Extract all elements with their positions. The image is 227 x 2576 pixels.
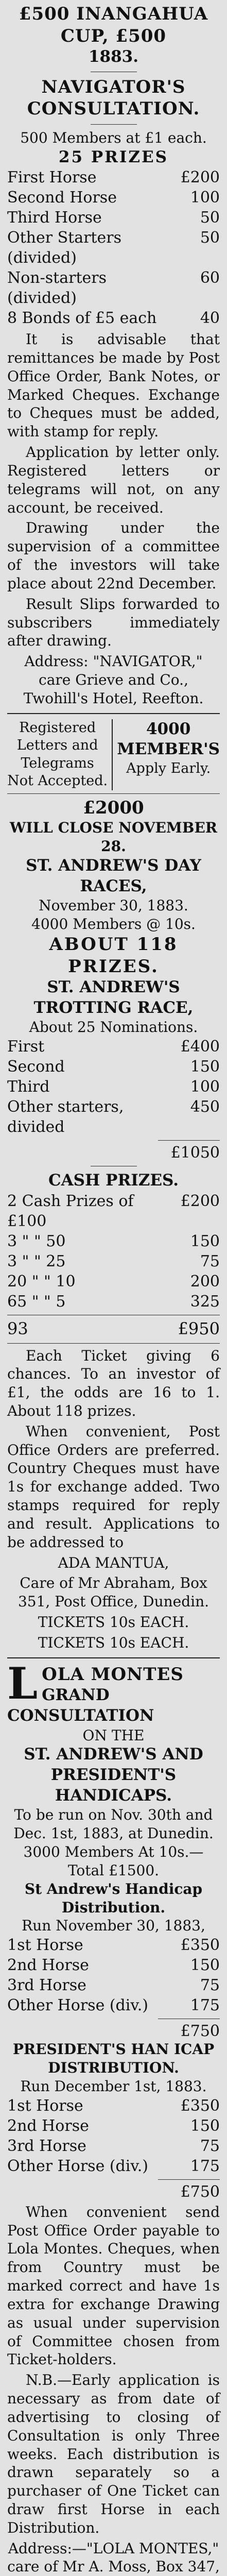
drop-cap: L bbox=[7, 1657, 38, 1709]
prize-label: Other Horse (div.) bbox=[7, 2157, 148, 2175]
prize-label: 8 Bonds of £5 each bbox=[7, 309, 157, 328]
handicaps-title: ST. ANDREW'S AND PRESIDENT'S HANDICAPS. bbox=[24, 1745, 203, 1805]
cash-value: 325 bbox=[190, 1292, 220, 1311]
prize-row bbox=[7, 208, 220, 228]
prize-row bbox=[7, 1995, 220, 2015]
cash-label: 3 " " 50 bbox=[7, 1232, 66, 1250]
run-info: To be run on Nov. 30th and Dec. 1st, 1883, at Dunedin. bbox=[13, 1806, 214, 1842]
distribution-heading: St Andrew's Handicap Distribution. bbox=[24, 1880, 203, 1916]
paragraph: Drawing under the supervision of a committee of the investors will take place about 22nd December. bbox=[7, 519, 220, 592]
presidents-heading: PRESIDENT'S HAN ICAP DISTRIBUTION. bbox=[12, 2041, 215, 2077]
prize-value: 450 bbox=[190, 1098, 220, 1116]
prize-value: £200 bbox=[180, 168, 220, 187]
prize-row bbox=[7, 1037, 220, 1057]
apply-early: Apply Early. bbox=[126, 760, 211, 777]
prize-label: 2nd Horse bbox=[7, 1956, 89, 1975]
cash-label: 2 Cash Prizes of £100 bbox=[7, 1192, 134, 1230]
ad-year: 1883. bbox=[88, 47, 139, 66]
prize-row bbox=[7, 188, 220, 208]
prize-label: First Horse bbox=[7, 168, 97, 187]
cash-value: £200 bbox=[180, 1192, 220, 1210]
prize-label: Second Horse bbox=[7, 189, 117, 207]
prize-table bbox=[7, 1935, 220, 2015]
prize-row bbox=[7, 1975, 220, 1995]
closing-date: WILL CLOSE NOVEMBER 28. bbox=[9, 819, 218, 855]
cash-value: 150 bbox=[190, 1232, 220, 1250]
prize-value: 100 bbox=[190, 189, 220, 207]
section-rule bbox=[7, 713, 220, 714]
prize-table bbox=[7, 2096, 220, 2176]
prize-row bbox=[7, 167, 220, 188]
presidents-date: Run December 1st, 1883. bbox=[20, 2077, 207, 2095]
cash-label: 20 " " 10 bbox=[7, 1272, 76, 1291]
cash-row bbox=[7, 1191, 220, 1231]
subtotal: £750 bbox=[180, 2182, 220, 2201]
prize-value: 150 bbox=[190, 2116, 220, 2135]
prize-label: 3rd Horse bbox=[7, 2137, 86, 2155]
prize-row bbox=[7, 2136, 220, 2156]
paragraph: Address: "NAVIGATOR," care Grieve and Co., Twohill's Hotel, Reefton. bbox=[23, 653, 204, 707]
ad-prizes: 25 PRIZES bbox=[58, 147, 169, 166]
cash-prize-table bbox=[7, 1191, 220, 1312]
cash-label: 3 " " 25 bbox=[7, 1252, 66, 1270]
prize-row bbox=[7, 308, 220, 328]
race-name: ST. ANDREW'S DAY RACES, bbox=[26, 856, 201, 895]
prize-label: Non-starters (divided) bbox=[7, 269, 107, 308]
paragraph: It is advisable that remittances be made by Post Office Order, Bank Notes, or Marked Cheques. Exchange to Cheques must be added, with stamp for reply. bbox=[7, 331, 220, 440]
paragraph: Address:—"LOLA MONTES," care of Mr A. Moss, Box 347, bbox=[7, 2539, 220, 2575]
prize-label: 1st Horse bbox=[7, 2096, 83, 2115]
about-prizes: ABOUT 118 PRIZES. bbox=[49, 934, 178, 977]
run-date: Run November 30, 1883, bbox=[22, 1917, 205, 1935]
subtotal: £750 bbox=[180, 2022, 220, 2041]
cash-row bbox=[7, 1251, 220, 1272]
ad-body bbox=[7, 1347, 220, 1652]
column-separator bbox=[112, 719, 113, 790]
registered-note: Registered Letters and Telegrams Not Accepted. bbox=[7, 719, 108, 789]
nominations: About 25 Nominations. bbox=[29, 1019, 198, 1036]
prize-label: Other Starters (divided) bbox=[7, 229, 121, 267]
prize-value: 50 bbox=[200, 209, 220, 227]
paragraph: Application by letter only. Registered letters or telegrams will not, on any account, be received. bbox=[7, 444, 220, 516]
totals-row bbox=[7, 1318, 220, 1340]
st-andrews-ad bbox=[7, 719, 220, 1652]
paragraph: TICKETS 10s EACH. bbox=[38, 1614, 189, 1631]
prize-label: 1st Horse bbox=[7, 1936, 83, 1955]
prize-row bbox=[7, 2156, 220, 2176]
prize-label: Second bbox=[7, 1058, 65, 1076]
prize-value: £350 bbox=[180, 2096, 220, 2115]
prize-row bbox=[7, 1057, 220, 1077]
cash-prizes-heading: CASH PRIZES. bbox=[48, 1171, 179, 1190]
prize-row bbox=[7, 2116, 220, 2136]
ad-subtitle: GRAND CONSULTATION bbox=[7, 1686, 154, 1725]
cash-value: 200 bbox=[190, 1272, 220, 1291]
paragraph: N.B.—Early application is necessary as from date of advertising to closing of Consultation is only Three weeks. Each distribution is drawn separately so a purchaser of One Ticket can draw first Horse in each Distribution. bbox=[7, 2371, 220, 2536]
divider bbox=[158, 1140, 220, 1141]
prize-value: 60 bbox=[200, 269, 220, 287]
inangahua-cup-ad bbox=[7, 3, 220, 708]
lola-montes-ad bbox=[7, 1657, 220, 2576]
cash-label: 65 " " 5 bbox=[7, 1292, 66, 1311]
total-count: 93 bbox=[7, 1318, 28, 1338]
prize-value: 75 bbox=[200, 1976, 220, 1995]
prize-label: 3rd Horse bbox=[7, 1976, 86, 1995]
prize-row bbox=[7, 268, 220, 308]
ad-title: NAVIGATOR'S CONSULTATION. bbox=[27, 76, 200, 120]
prize-row bbox=[7, 228, 220, 268]
cash-value: 75 bbox=[200, 1252, 220, 1270]
cash-row bbox=[7, 1292, 220, 1312]
cash-row bbox=[7, 1272, 220, 1292]
subtotal: £1050 bbox=[170, 1144, 220, 1162]
divider bbox=[7, 793, 220, 794]
members-line: 3000 Members At 10s.—Total £1500. bbox=[23, 1843, 204, 1879]
paragraph: Care of Mr Abraham, Box 351, Post Office, Dunedin. bbox=[18, 1574, 209, 1611]
prize-label: Third Horse bbox=[7, 209, 102, 227]
prize-row bbox=[7, 2096, 220, 2116]
paragraph: When convenient send Post Office Order payable to Lola Montes. Cheques, when from Country must be marked correct and have 1s extra for exchange Drawing as usual under supervision of Committee chosen from Ticket-holders. bbox=[7, 2203, 220, 2368]
section-rule bbox=[7, 1657, 220, 1658]
members-count: 4000 MEMBER'S bbox=[117, 719, 220, 759]
race-date: November 30, 1883. bbox=[39, 897, 188, 914]
prize-row bbox=[7, 1955, 220, 1975]
prize-value: 40 bbox=[200, 309, 220, 328]
prize-label: Other Horse (div.) bbox=[7, 1996, 148, 2015]
prize-value: 100 bbox=[190, 1078, 220, 1096]
paragraph: Result Slips forwarded to subscribers immediately after drawing. bbox=[7, 595, 220, 650]
ad-body bbox=[7, 2203, 220, 2576]
prize-value: 175 bbox=[190, 1996, 220, 2015]
prize-value: 150 bbox=[190, 1956, 220, 1975]
cash-row bbox=[7, 1231, 220, 1251]
header-columns bbox=[7, 719, 220, 790]
paragraph: When convenient, Post Office Orders are preferred. Country Cheques must have 1s for exchange added. Two stamps required for reply and result. Applications to be addressed to bbox=[7, 1422, 220, 1551]
prize-row bbox=[7, 1097, 220, 1137]
ad-members: 500 Members at £1 each. bbox=[20, 129, 207, 146]
prize-label: First bbox=[7, 1038, 45, 1056]
prize-table bbox=[7, 1037, 220, 1137]
prize-value: 150 bbox=[190, 1058, 220, 1076]
on-the: ON THE bbox=[82, 1726, 145, 1744]
prize-value: £400 bbox=[180, 1038, 220, 1056]
prize-row bbox=[7, 1935, 220, 1955]
paragraph: ADA MANTUA, bbox=[58, 1554, 169, 1571]
divider bbox=[158, 2179, 220, 2180]
prize-value: 50 bbox=[200, 229, 220, 247]
prize-value: 175 bbox=[190, 2157, 220, 2175]
ad-title: OLA MONTES bbox=[42, 1664, 184, 1685]
prize-label: Other starters, divided bbox=[7, 1098, 124, 1137]
divider bbox=[7, 1343, 220, 1344]
prize-table bbox=[7, 167, 220, 328]
ad-amount: £2000 bbox=[83, 797, 144, 818]
total-amount: £950 bbox=[178, 1318, 220, 1338]
paragraph: Each Ticket giving 6 chances. To an investor of £1, the odds are 16 to 1. About 118 prizes. bbox=[7, 1347, 220, 1419]
prize-row bbox=[7, 1077, 220, 1097]
paragraph: TICKETS 10s EACH. bbox=[38, 1634, 189, 1651]
members-line: 4000 Members @ 10s. bbox=[31, 916, 196, 933]
prize-value: £350 bbox=[180, 1936, 220, 1955]
trotting-race: ST. ANDREW'S TROTTING RACE, bbox=[33, 978, 194, 1017]
prize-label: Third bbox=[7, 1078, 50, 1096]
ad-body bbox=[7, 330, 220, 708]
prize-label: 2nd Horse bbox=[7, 2116, 89, 2135]
prize-value: 75 bbox=[200, 2137, 220, 2155]
ad-heading: £500 INANGAHUA CUP, £500 bbox=[19, 4, 208, 46]
divider bbox=[91, 124, 137, 125]
